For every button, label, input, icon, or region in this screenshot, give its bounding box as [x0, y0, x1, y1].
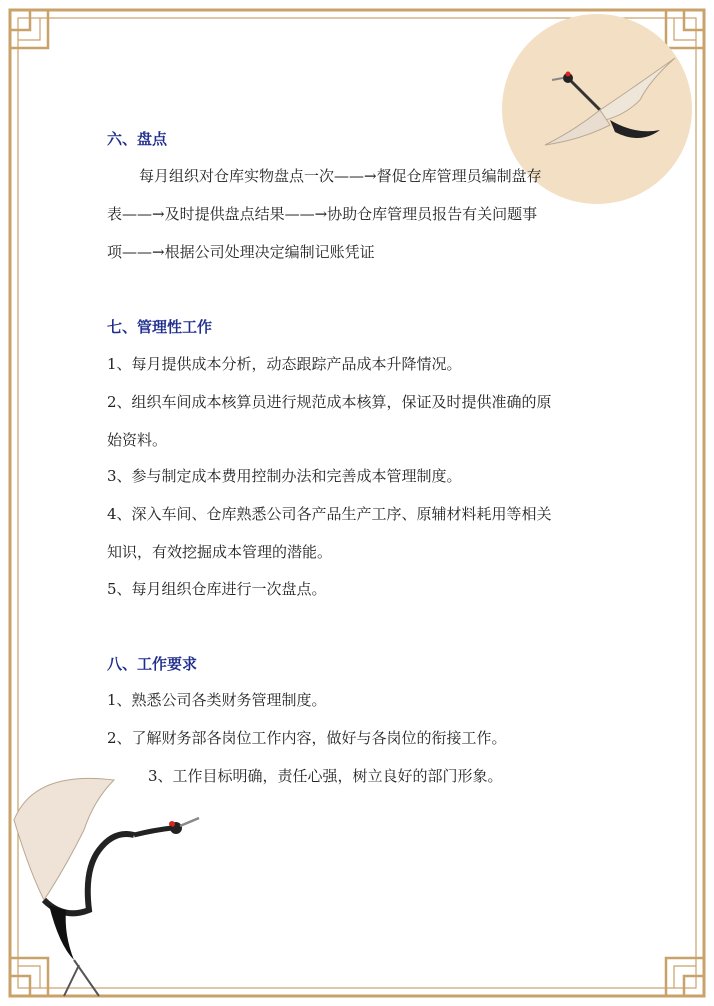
list-item: 2、了解财务部各岗位工作内容，做好与各岗位的衔接工作。 [107, 729, 507, 747]
list-item: 2、组织车间成本核算员进行规范成本核算，保证及时提供准确的原 [107, 393, 552, 411]
paragraph-line: 每月组织对仓库实物盘点一次——→督促仓库管理员编制盘存 [139, 167, 542, 185]
section-heading-management: 七、管理性工作 [107, 318, 213, 336]
list-item: 1、熟悉公司各类财务管理制度。 [107, 691, 327, 709]
list-item: 5、每月组织仓库进行一次盘点。 [107, 580, 327, 598]
list-item: 始资料。 [107, 431, 168, 449]
section-heading-requirements: 八、工作要求 [107, 655, 198, 673]
list-item: 4、深入车间、仓库熟悉公司各产品生产工序、原辅材料耗用等相关 [107, 505, 552, 523]
crane-bottom-illustration [4, 760, 214, 1000]
section-heading-inventory: 六、盘点 [107, 130, 168, 148]
paragraph-line: 项——→根据公司处理决定编制记账凭证 [107, 243, 375, 261]
list-item: 3、参与制定成本费用控制办法和完善成本管理制度。 [107, 467, 462, 485]
list-item: 1、每月提供成本分析，动态跟踪产品成本升降情况。 [107, 355, 462, 373]
crane-top-illustration [530, 50, 680, 150]
paragraph-line: 表——→及时提供盘点结果——→协助仓库管理员报告有关问题事 [107, 205, 538, 223]
list-item: 3、工作目标明确，责任心强，树立良好的部门形象。 [148, 767, 503, 785]
list-item: 知识，有效挖掘成本管理的潜能。 [107, 543, 333, 561]
